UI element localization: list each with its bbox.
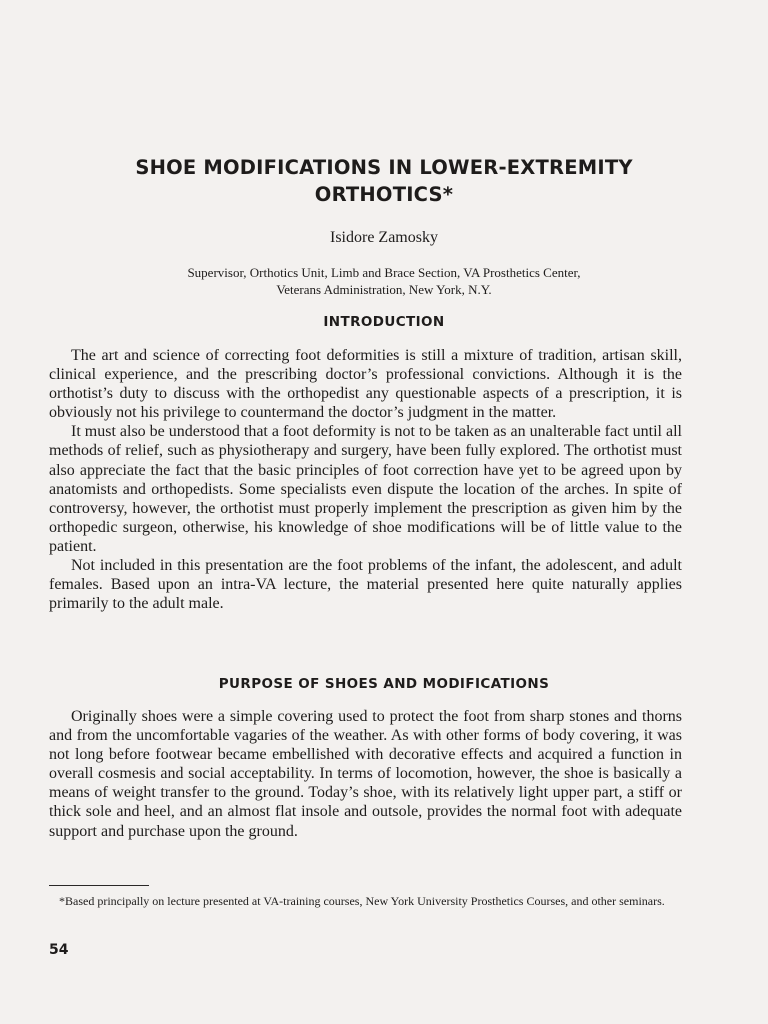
purpose-body xyxy=(49,707,682,841)
author-name: Isidore Zamosky xyxy=(330,229,438,246)
title-line-1: SHOE MODIFICATIONS IN LOWER-EXTREMITY xyxy=(135,156,633,179)
author-affiliation xyxy=(80,264,688,298)
paragraph: The art and science of correcting foot deformities is still a mixture of tradition, artisan skill, clinical experience, and the prescribing doctor’s professional convictions. Although it is the orthotist’s duty to discuss with the orthopedist any questionable aspects of a prescription, it is obviously not his privilege to countermand the doctor’s judgment in the matter. xyxy=(49,347,682,422)
introduction-body xyxy=(49,346,682,613)
paragraph: Not included in this presentation are the foot problems of the infant, the adolescent, and adult females. Based upon an intra-VA lecture, the material presented here quite naturally applies primarily to the adult male. xyxy=(49,557,682,613)
page-number: 54 xyxy=(49,942,69,958)
affiliation-line-2: Veterans Administration, New York, N.Y. xyxy=(276,282,492,297)
introduction-heading: INTRODUCTION xyxy=(323,314,445,330)
footnote: *Based principally on lecture presented at VA-training courses, New York University Prosthetics Courses, and other seminars. xyxy=(59,894,665,908)
footnote-divider xyxy=(49,885,149,886)
paragraph: It must also be understood that a foot deformity is not to be taken as an unalterable fact until all methods of relief, such as physiotherapy and surgery, have been fully explored. The orthotist must also appreciate the fact that the basic principles of foot correction have yet to be agreed upon by anatomists and orthopedists. Some specialists even dispute the location of the arches. In spite of controversy, however, the orthotist must properly implement the prescription as given him by the orthopedic surgeon, otherwise, his knowledge of shoe modifications will be of little value to the patient. xyxy=(49,423,682,555)
purpose-heading: PURPOSE OF SHOES AND MODIFICATIONS xyxy=(218,676,550,692)
affiliation-line-1: Supervisor, Orthotics Unit, Limb and Brace Section, VA Prosthetics Center, xyxy=(187,265,581,280)
title-line-2: ORTHOTICS* xyxy=(314,183,454,206)
paragraph: Originally shoes were a simple covering used to protect the foot from sharp stones and thorns and from the uncomfortable vagaries of the weather. As with other forms of body covering, it was not long before footwear became embellished with decorative effects and acquired a function in overall cosmesis and social acceptability. In terms of locomotion, however, the shoe is basically a means of weight transfer to the ground. Today’s shoe, with its relatively light upper part, a stiff or thick sole and heel, and an almost flat insole and outsole, provides the normal foot with adequate support and purchase upon the ground. xyxy=(49,708,682,840)
article-title xyxy=(60,154,708,208)
